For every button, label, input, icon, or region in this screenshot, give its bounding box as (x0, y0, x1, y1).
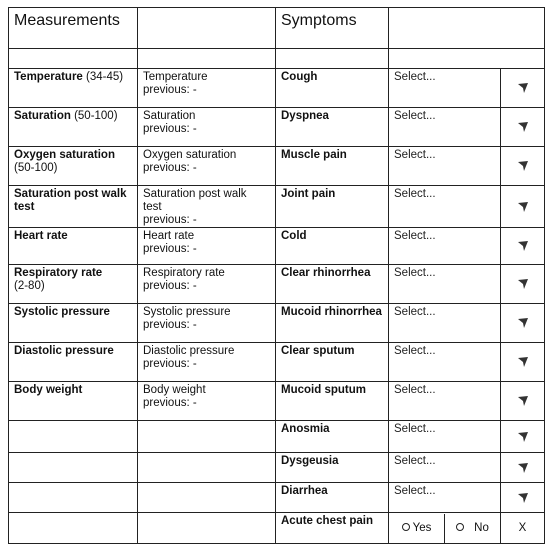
empty-cell (9, 513, 138, 544)
form-row (9, 228, 545, 265)
symptom-label: Joint pain (276, 186, 389, 228)
dropdown-arrow-icon[interactable] (501, 483, 545, 513)
symptom-select[interactable]: Select... (389, 343, 501, 382)
empty-cell (138, 453, 276, 483)
measurement-label-cell (9, 265, 138, 304)
form-row (9, 108, 545, 147)
measurement-label: Saturation (14, 110, 71, 122)
form-row (9, 513, 545, 544)
form-row (9, 382, 545, 421)
dropdown-arrow-icon[interactable] (501, 108, 545, 147)
clear-selection-button[interactable]: X (501, 513, 545, 544)
measurement-label: Systolic pressure (14, 306, 110, 318)
measurement-label: Saturation post walk test (14, 188, 127, 213)
symptom-select[interactable]: Select... (389, 421, 501, 453)
yes-no-group (389, 513, 501, 544)
dropdown-arrow-icon[interactable] (501, 453, 545, 483)
measurement-previous[interactable]: Systolic pressure previous: - (138, 304, 276, 343)
measurement-previous[interactable]: Saturation post walk test previous: - (138, 186, 276, 228)
radio-circle-icon (402, 523, 410, 531)
dropdown-arrow-icon[interactable] (501, 186, 545, 228)
measurement-previous[interactable]: Heart rate previous: - (138, 228, 276, 265)
measurement-label: Temperature (14, 71, 83, 83)
form-grid (8, 7, 545, 544)
empty-header-cell (389, 8, 545, 49)
symptoms-header: Symptoms (276, 8, 389, 49)
symptom-select[interactable]: Select... (389, 228, 501, 265)
measurement-label: Heart rate (14, 230, 68, 242)
no-label: No (474, 521, 489, 534)
acute-chest-pain-label: Acute chest pain (276, 513, 389, 544)
measurement-range: (50-100) (70, 110, 118, 122)
radio-circle-icon (456, 523, 464, 531)
symptom-label: Cough (276, 69, 389, 108)
empty-cell (138, 513, 276, 544)
measurement-previous[interactable]: Oxygen saturation previous: - (138, 147, 276, 186)
dropdown-arrow-icon[interactable] (501, 69, 545, 108)
form-row (9, 69, 545, 108)
dropdown-arrow-icon[interactable] (501, 265, 545, 304)
dropdown-arrow-icon[interactable] (501, 228, 545, 265)
measurement-label-cell (9, 69, 138, 108)
measurement-label: Oxygen saturation (14, 149, 115, 161)
measurement-previous[interactable]: Saturation previous: - (138, 108, 276, 147)
measurement-label-cell (9, 228, 138, 265)
measurement-previous[interactable]: Respiratory rate previous: - (138, 265, 276, 304)
symptom-select[interactable]: Select... (389, 147, 501, 186)
measurement-range: (34-45) (82, 71, 124, 83)
empty-header-cell (138, 8, 276, 49)
symptom-label: Mucoid rhinorrhea (276, 304, 389, 343)
empty-cell (138, 483, 276, 513)
symptom-label: Muscle pain (276, 147, 389, 186)
symptom-label: Clear rhinorrhea (276, 265, 389, 304)
symptom-label: Mucoid sputum (276, 382, 389, 421)
symptom-select[interactable]: Select... (389, 265, 501, 304)
measurement-label-cell (9, 147, 138, 186)
empty-cell (138, 421, 276, 453)
spacer-cell (138, 49, 276, 69)
form-row (9, 343, 545, 382)
dropdown-arrow-icon[interactable] (501, 343, 545, 382)
empty-cell (9, 483, 138, 513)
symptom-select[interactable]: Select... (389, 483, 501, 513)
measurement-previous[interactable]: Diastolic pressure previous: - (138, 343, 276, 382)
symptom-select[interactable]: Select... (389, 108, 501, 147)
form-row (9, 421, 545, 453)
spacer-cell (9, 49, 138, 69)
form-row (9, 304, 545, 343)
yes-label: Yes (412, 521, 432, 534)
dropdown-arrow-icon[interactable] (501, 304, 545, 343)
measurement-range: (2-80) (14, 280, 45, 292)
measurement-label-cell (9, 304, 138, 343)
measurement-previous[interactable]: Body weight previous: - (138, 382, 276, 421)
symptom-label: Anosmia (276, 421, 389, 453)
symptom-label: Dyspnea (276, 108, 389, 147)
form-row (9, 483, 545, 513)
form-row (9, 186, 545, 228)
measurement-label-cell (9, 382, 138, 421)
spacer-cell (276, 49, 389, 69)
symptom-select[interactable]: Select... (389, 453, 501, 483)
measurement-range: (50-100) (14, 162, 58, 174)
measurement-label: Body weight (14, 384, 83, 396)
no-radio[interactable] (445, 522, 500, 535)
spacer-cell (389, 49, 545, 69)
measurement-label-cell (9, 186, 138, 228)
symptom-label: Cold (276, 228, 389, 265)
measurement-label-cell (9, 343, 138, 382)
yes-radio[interactable] (389, 514, 445, 543)
measurement-previous[interactable]: Temperature previous: - (138, 69, 276, 108)
empty-cell (9, 421, 138, 453)
measurements-header: Measurements (9, 8, 138, 49)
empty-cell (9, 453, 138, 483)
form-row (9, 265, 545, 304)
symptom-label: Diarrhea (276, 483, 389, 513)
form-row (9, 453, 545, 483)
form-row (9, 147, 545, 186)
dropdown-arrow-icon[interactable] (501, 147, 545, 186)
symptom-select[interactable]: Select... (389, 382, 501, 421)
dropdown-arrow-icon[interactable] (501, 382, 545, 421)
symptom-label: Dysgeusia (276, 453, 389, 483)
measurement-label: Respiratory rate (14, 267, 103, 279)
symptom-select[interactable]: Select... (389, 304, 501, 343)
measurement-label: Diastolic pressure (14, 345, 114, 357)
symptom-select[interactable]: Select... (389, 186, 501, 228)
symptom-label: Clear sputum (276, 343, 389, 382)
measurement-label-cell (9, 108, 138, 147)
dropdown-arrow-icon[interactable] (501, 421, 545, 453)
symptom-select[interactable]: Select... (389, 69, 501, 108)
